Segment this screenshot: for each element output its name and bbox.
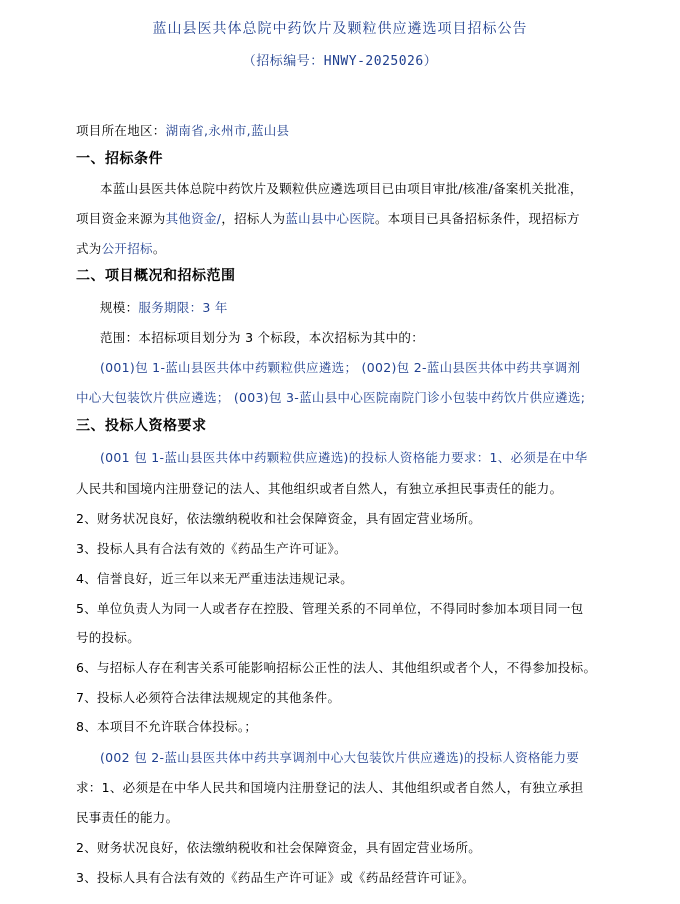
tender-method: 公开招标	[101, 241, 153, 256]
lot1-requirement: (001 包 1-蓝山县医共体中药颗粒供应遴选)的投标人资格能力要求：1、必须是在中华	[100, 450, 588, 465]
section-heading-qualifications: 三、投标人资格要求	[76, 418, 207, 434]
text-fragment: 式为	[76, 241, 102, 256]
qualification-line: 2、财务状况良好，依法缴纳税收和社会保障资金，具有固定营业场所。	[76, 511, 482, 526]
conditions-text-line: 本蓝山县医共体总院中药饮片及颗粒供应遴选项目已由项目审批/核准/备案机关批准，	[100, 181, 583, 196]
text-fragment: 。	[152, 241, 166, 256]
scale-label: 规模：	[100, 300, 139, 315]
qualification-line: 2、财务状况良好，依法缴纳税收和社会保障资金，具有固定营业场所。	[76, 840, 482, 855]
conditions-text-line	[76, 211, 616, 227]
text-fragment: 项目资金来源为	[76, 211, 166, 226]
tenderer-name: 蓝山县中心医院	[285, 211, 375, 226]
qualification-line: 3、投标人具有合法有效的《药品生产许可证》或《药品经营许可证》。	[76, 870, 475, 885]
qualification-line: 民事责任的能力。	[76, 810, 179, 825]
qualification-line: 8、本项目不允许联合体投标。；	[76, 719, 258, 734]
location-value: 湖南省,永州市,蓝山县	[165, 123, 290, 138]
project-scale	[100, 300, 640, 316]
qualification-line	[100, 750, 640, 766]
qualification-line: 3、投标人具有合法有效的《药品生产许可证》。	[76, 541, 347, 556]
text-fragment: ，招标人为	[221, 211, 286, 226]
conditions-text-line	[76, 241, 616, 257]
qualification-line: 4、信誉良好，近三年以来无严重违法违规记录。	[76, 571, 354, 586]
lot2-requirement: (002 包 2-蓝山县医共体中药共享调剂中心大包装饮片供应遴选)的投标人资格能力要	[100, 750, 580, 765]
text-fragment: 。本项目已具备招标条件，现招标方	[374, 211, 580, 226]
document-title: 蓝山县医共体总院中药饮片及颗粒供应遴选项目招标公告	[152, 21, 528, 37]
qualification-line: 7、投标人必须符合法律法规规定的其他条件。	[76, 690, 341, 705]
qualification-line: 求：1、必须是在中华人民共和国境内注册登记的法人、其他组织或者自然人，有独立承担	[76, 780, 584, 795]
section-heading-conditions: 一、招标条件	[76, 151, 163, 167]
lots-list-line: 中心大包装饮片供应遴选； (003)包 3-蓝山县中心医院南院门诊小包装中药饮片供应遴选;	[76, 390, 586, 405]
scale-value: 服务期限：3 年	[138, 300, 228, 315]
qualification-line: 人民共和国境内注册登记的法人、其他组织或者自然人，有独立承担民事责任的能力。	[76, 481, 563, 496]
tender-number: （招标编号：HNWY-2025026）	[242, 54, 438, 69]
qualification-line: 6、与招标人存在利害关系可能影响招标公正性的法人、其他组织或者个人，不得参加投标。	[76, 660, 597, 675]
project-location	[76, 123, 616, 139]
project-scope: 范围：本招标项目划分为 3 个标段，本次招标为其中的：	[100, 330, 425, 345]
qualification-line: 5、单位负责人为同一人或者存在控股、管理关系的不同单位，不得同时参加本项目同一包	[76, 601, 584, 616]
location-label: 项目所在地区：	[76, 123, 166, 138]
lots-list-line: (001)包 1-蓝山县医共体中药颗粒供应遴选； (002)包 2-蓝山县医共体中药共享调剂	[100, 360, 581, 375]
qualification-line	[100, 450, 640, 466]
qualification-line: 号的投标。	[76, 630, 141, 645]
fund-source: 其他资金/	[165, 211, 222, 226]
section-heading-overview: 二、项目概况和招标范围	[76, 268, 236, 284]
